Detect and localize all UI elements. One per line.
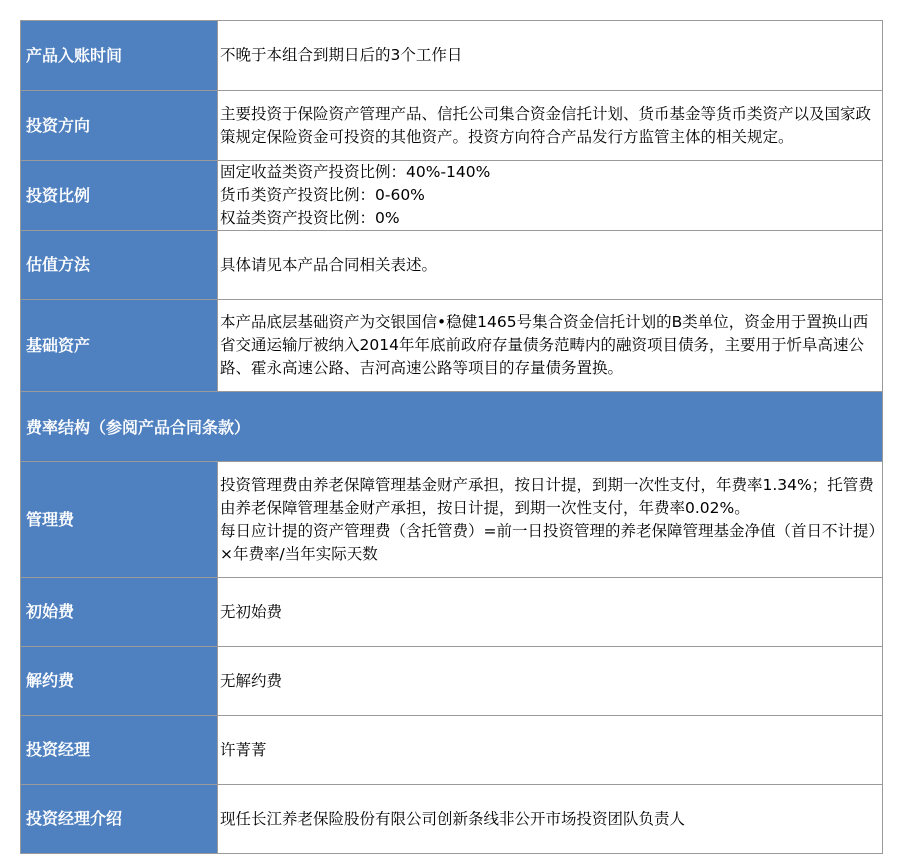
row-label-investment-direction: 投资方向 — [21, 91, 218, 161]
table-row — [21, 578, 883, 647]
row-label-underlying-assets: 基础资产 — [21, 300, 218, 392]
row-label-manager-intro: 投资经理介绍 — [21, 785, 218, 854]
management-fee-paragraph: 投资管理费由养老保障管理基金财产承担，按日计提，到期一次性支付，年费率1.34%；托管费由养老保障管理基金财产承担，按日计提，到期一次性支付，年费率0.02%。 — [220, 475, 874, 517]
row-value-investment-manager: 许菁菁 — [218, 716, 883, 785]
table-row — [21, 161, 883, 231]
table-row — [21, 392, 883, 462]
row-label-initial-fee: 初始费 — [21, 578, 218, 647]
row-label-investment-ratio: 投资比例 — [21, 161, 218, 231]
row-value-management-fee — [218, 462, 883, 578]
table-row — [21, 231, 883, 300]
table-row — [21, 300, 883, 392]
ratio-fixed-income: 固定收益类资产投资比例：40%-140% — [220, 163, 491, 181]
row-label-entry-time: 产品入账时间 — [21, 21, 218, 91]
row-value-manager-intro: 现任长江养老保险股份有限公司创新条线非公开市场投资团队负责人 — [218, 785, 883, 854]
table-row — [21, 91, 883, 161]
row-value-valuation-method: 具体请见本产品合同相关表述。 — [218, 231, 883, 300]
row-label-valuation-method: 估值方法 — [21, 231, 218, 300]
row-value-surrender-fee: 无解约费 — [218, 647, 883, 716]
row-label-management-fee: 管理费 — [21, 462, 218, 578]
table-row — [21, 785, 883, 854]
table-row — [21, 462, 883, 578]
row-value-initial-fee: 无初始费 — [218, 578, 883, 647]
row-value-investment-direction: 主要投资于保险资产管理产品、信托公司集合资金信托计划、货币基金等货币类资产以及国家政策规定保险资金可投资的其他资产。投资方向符合产品发行方监管主体的相关规定。 — [218, 91, 883, 161]
ratio-monetary: 货币类资产投资比例：0-60% — [220, 186, 425, 204]
table-row — [21, 716, 883, 785]
management-fee-formula: 每日应计提的资产管理费（含托管费）=前一日投资管理的养老保障管理基金净值（首日不计提）×年费率/当年实际天数 — [220, 521, 877, 563]
row-label-investment-manager: 投资经理 — [21, 716, 218, 785]
product-info-table — [20, 20, 883, 854]
row-value-investment-ratio — [218, 161, 883, 231]
row-label-surrender-fee: 解约费 — [21, 647, 218, 716]
row-value-entry-time: 不晚于本组合到期日后的3个工作日 — [218, 21, 883, 91]
ratio-equity: 权益类资产投资比例：0% — [220, 209, 400, 227]
row-value-underlying-assets: 本产品底层基础资产为交银国信•稳健1465号集合资金信托计划的B类单位，资金用于置换山西省交通运输厅被纳入2014年年底前政府存量债务范畴内的融资项目债务，主要用于忻阜高速公路、霍永高速公路、吉河高速公路等项目的存量债务置换。 — [218, 300, 883, 392]
table-row — [21, 647, 883, 716]
table-row — [21, 21, 883, 91]
section-title-fee-structure: 费率结构（参阅产品合同条款） — [21, 392, 883, 462]
